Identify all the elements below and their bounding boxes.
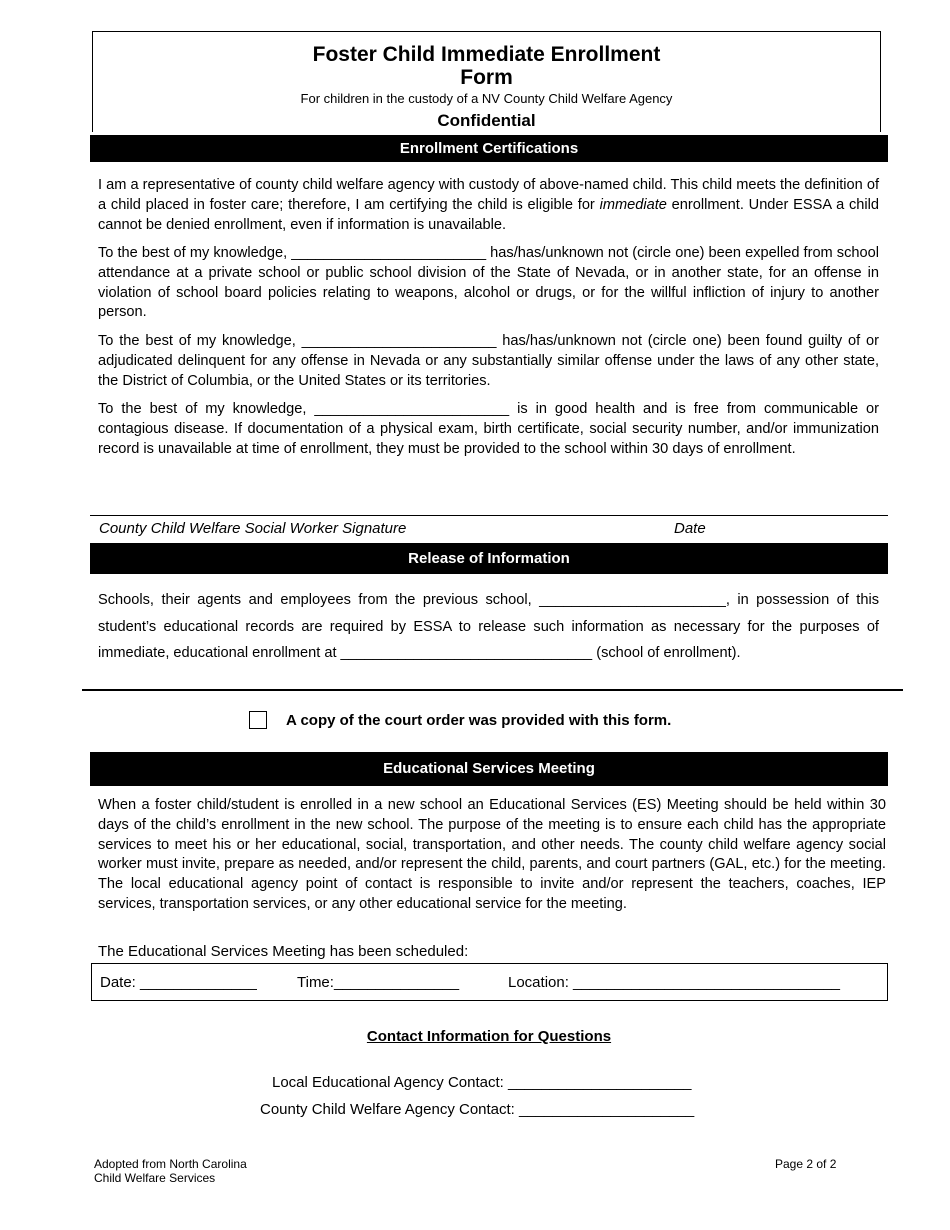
lea-contact-field[interactable]: Local Educational Agency Contact: ______________________ [272, 1074, 692, 1091]
certification-paragraph-expulsion: To the best of my knowledge, ________________________ has/has/unknown not (circle one) been expelled from school attendance at a private school or public school division of the State of Nevada, or in another state, for an offense in violation of school board policies relating to weapons, alcohol or drugs, or for the willful infliction of injury to another person. [98, 245, 879, 321]
footer-source [94, 1157, 247, 1185]
section-heading-certifications: Enrollment Certifications [90, 135, 888, 162]
p1-text-before: I am a representative of county child welfare agency with custody of above-named child. This child meets the definition of a child placed in foster care; therefore, I am certifying the child is eligible for [98, 177, 879, 213]
release-paragraph: Schools, their agents and employees from the previous school, _______________________, in possession of this student’s educational records are required by ESSA to release such information as necessary for the purposes of immediate, educational enrollment at _______________________________ (school of enrollment). [98, 592, 879, 661]
ccwa-contact-field[interactable]: County Child Welfare Agency Contact: _____________________ [260, 1101, 695, 1118]
meeting-paragraph: When a foster child/student is enrolled in a new school an Educational Services (ES) Meeting should be held within 30 days of the child’s enrollment in the new school. The purpose of the meeting is to ensure each child has the appropriate services to meet his or her educational, social, transportation, and other needs. The county child welfare agency social worker must invite, prepare as needed, and/or represent the child, parents, and court partners (GAL, etc.) for the meeting. The local educational agency point of contact is responsible to invite and/or represent the teachers, coaches, IEP services, transportation services, or any other educational service for the meeting. [98, 797, 886, 912]
section-heading-release: Release of Information [90, 543, 888, 574]
signature-line [90, 515, 888, 516]
footer-source-line1: Adopted from North Carolina [94, 1157, 247, 1171]
certification-paragraph-delinquency: To the best of my knowledge, ________________________ has/has/unknown not (circle one) been found guilty of or adjudicated delinquent for any offense in Nevada or any substantially similar offense under the laws of any other state, the District of Columbia, or the United States or its territories. [98, 333, 879, 389]
certification-paragraph-health: To the best of my knowledge, ________________________ is in good health and is free from communicable or contagious disease. If documentation of a physical exam, birth certificate, social security number, and/or immunization record is unavailable at time of enrollment, they must be provided to the school within 30 days of enrollment. [98, 401, 879, 457]
meeting-time-field[interactable]: Time:_______________ [297, 974, 460, 991]
contact-heading: Contact Information for Questions [366, 1028, 612, 1045]
court-order-label: A copy of the court order was provided with this form. [286, 712, 672, 729]
certification-paragraph-1 [98, 176, 879, 235]
p1-emphasis: immediate [599, 196, 667, 213]
confidential-label: Confidential [437, 111, 536, 130]
signature-label: County Child Welfare Social Worker Signature [99, 520, 407, 537]
meeting-scheduled-label: The Educational Services Meeting has been scheduled: [98, 943, 469, 960]
meeting-location-field[interactable]: Location: ________________________________ [508, 974, 840, 991]
date-label: Date [674, 520, 706, 537]
footer-source-line2: Child Welfare Services [94, 1171, 216, 1185]
p1-text-after: enrollment. Under ESSA a child cannot be denied enrollment, even if information is unavailable. [98, 196, 879, 233]
page-number: Page 2 of 2 [775, 1157, 837, 1171]
section-divider [82, 689, 903, 691]
meeting-date-field[interactable]: Date: ______________ [100, 974, 257, 991]
court-order-checkbox[interactable] [249, 711, 267, 729]
form-title: Foster Child Immediate Enrollment [312, 43, 661, 66]
form-title-line2: Form [460, 66, 513, 89]
section-heading-meeting: Educational Services Meeting [90, 752, 888, 786]
form-subtitle: For children in the custody of a NV County Child Welfare Agency [300, 91, 673, 106]
